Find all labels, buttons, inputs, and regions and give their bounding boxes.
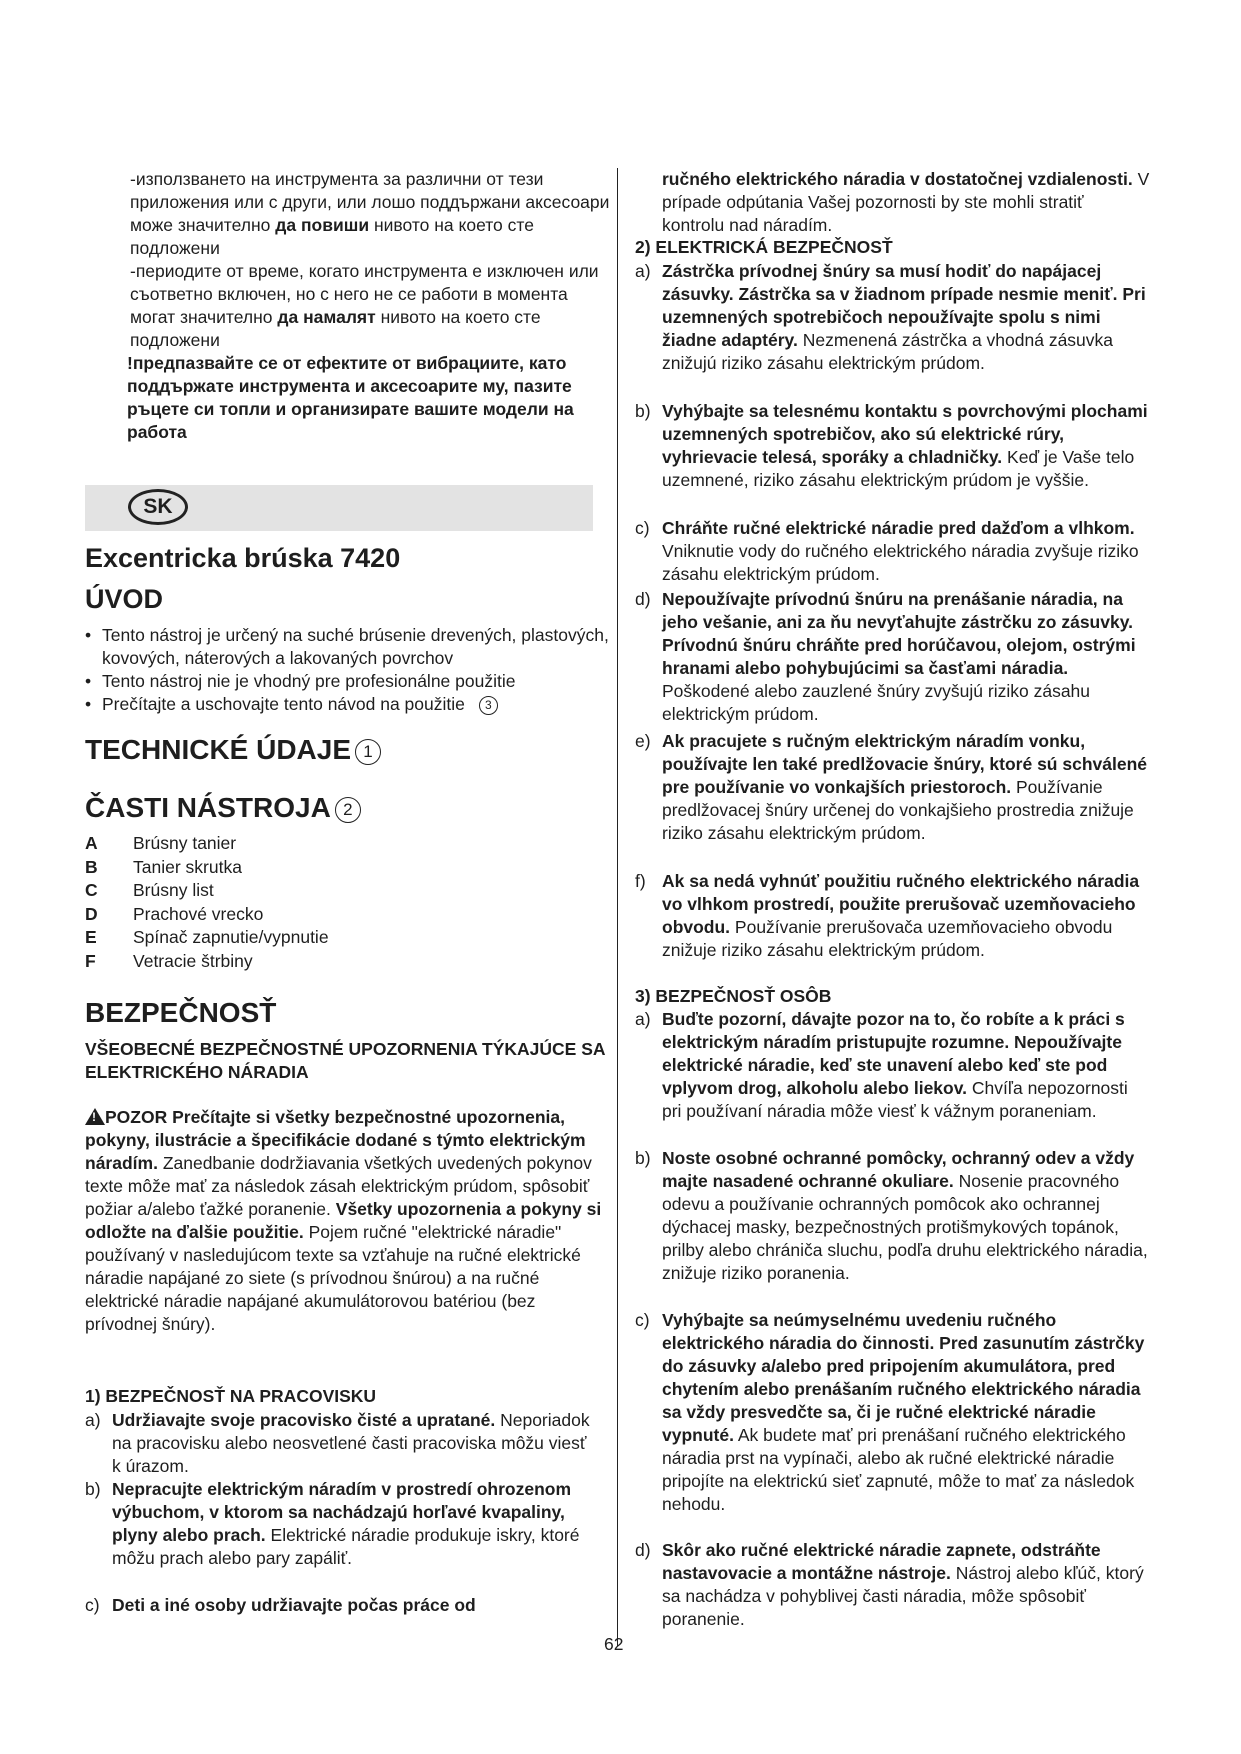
parts-row: F Vetracie štrbiny bbox=[85, 950, 253, 971]
safety-warning-paragraph: ! POZOR Prečítajte si všetky bezpečnostné upozornenia, pokyny, ilustrácie a špecifikácie dodané s týmto elektrickým náradím. Zanedbanie dodržiavania všetkých uvedených pokynov texte môže mať za následok zásah elektrickým prúdom, spôsobiť požiar a/alebo ťažké poranenie. Všetky upozornenia a pokyny si odložte na ďalšie použitie. Pojem ručné "elektrické náradie" používaný v nasledujúcom texte sa vzťahuje na ručné elektrické náradie napájané zo siete (s prívodnou šnúrou) a na ručné elektrické náradie napájané akumulátorovou batériou (bez prívodnej šnúry). bbox=[85, 1107, 602, 1334]
parts-row: B Tanier skrutka bbox=[85, 856, 242, 877]
personal-item-c: c) Vyhýbajte sa neúmyselnému uvedeniu ručného elektrického náradia do činnosti. Pred zasunutím zástrčky do zásuvky a/alebo pred pripojením akumulátora, pred chytením alebo prenášaním ručného elektrického náradia sa vždy presvedčte sa, či je ručné elektrické náradie vypnuté. Ak budete mať pri prenášaní ručného elektrického náradia prst na vypínači, alebo ak ručné elektrické náradie pripojíte na elektrickú sieť zapnuté, môže to mať za následok nehodu. bbox=[635, 1310, 1145, 1514]
intro-heading: ÚVOD bbox=[85, 584, 164, 614]
personal-item-d: d) Skôr ako ručné elektrické náradie zapnete, odstráňte nastavovacie a montážne nástroje. Nástroj alebo kľúč, ktorý sa nachádza v pohyblivej časti náradia, môže spôsobiť poranenie. bbox=[635, 1540, 1144, 1629]
figure-ref-2: 2 bbox=[335, 797, 361, 823]
electrical-item-e: e) Ak pracujete s ručným elektrickým náradím vonku, používajte len také predlžovacie šnúry, ktoré sú schválené pre používanie vo vonkajších priestoroch. Používanie predlžovacej šnúry určenej do vonkajšieho prostredia znižuje riziko zásahu elektrickým prúdom. bbox=[635, 731, 1148, 843]
parts-row: E Spínač zapnutie/vypnutie bbox=[85, 927, 329, 947]
parts-row: C Brúsny list bbox=[85, 880, 214, 900]
product-title: Excentricka brúska 7420 bbox=[85, 543, 401, 573]
column-divider bbox=[617, 168, 618, 1646]
parts-row: D Prachové vrecko bbox=[85, 903, 264, 924]
electrical-item-a: a) Zástrčka prívodnej šnúry sa musí hodiť do napájacej zásuvky. Zástrčka sa v žiadnom prípade nesmie meniť. Pri uzemnených spotrebičoch nepoužívajte spolu s nimi žiadne adaptéry. Nezmenená zástrčka a vhodná zásuvka znižujú riziko zásahu elektrickým prúdom. bbox=[635, 261, 1146, 373]
parts-heading: ČASTI NÁSTROJA 2 bbox=[85, 792, 361, 824]
safety-subheading: VŠEOBECNÉ BEZPEČNOSTNÉ UPOZORNENIA TÝKAJÚCE SA ELEKTRICKÉHO NÁRADIA bbox=[85, 1039, 605, 1082]
intro-bullet: • Tento nástroj nie je vhodný pre profesionálne použitie bbox=[85, 670, 615, 693]
workplace-heading: 1) BEZPEČNOSŤ NA PRACOVISKU bbox=[85, 1386, 377, 1406]
safety-heading: BEZPEČNOSŤ bbox=[85, 997, 277, 1028]
figure-ref-1: 1 bbox=[355, 739, 381, 765]
bg-item-2: -периодите от време, когато инструмента е изключен или съответно включен, но с него не се работи в момента могат значително да намалят нивото на което сте подложени bbox=[130, 261, 599, 350]
workplace-item-c-continued: ručného elektrického náradia v dostatočnej vzdialenosti. V prípade odpútania Vašej pozornosti by ste mohli stratiť kontrolu nad náradím. bbox=[662, 169, 1150, 235]
electrical-item-d: d) Nepoužívajte prívodnú šnúru na prenášanie náradia, na jeho vešanie, ani za ňu nevyťahujte zástrčku zo zásuvky. Prívodnú šnúru chráňte pred horúčavou, olejom, ostrými hranami alebo pohybujúcimi sa časťami náradia. Poškodené alebo zauzlené šnúry zvyšujú riziko zásahu elektrickým prúdom. bbox=[635, 589, 1136, 724]
warning-triangle-icon: ! bbox=[85, 1108, 105, 1125]
language-badge: SK bbox=[128, 489, 188, 525]
parts-row: A Brúsny tanier bbox=[85, 833, 237, 853]
figure-ref-3: 3 bbox=[479, 696, 498, 715]
bg-item-1: -използването на инструмента за различни от тези приложения или с други, или лошо поддържани аксесоари може значително да повиши нивото на което сте подложени bbox=[130, 169, 610, 258]
intro-bullet: • Tento nástroj je určený na suché brúsenie drevených, plastových, kovových, náterových a lakovaných povrchov bbox=[85, 624, 615, 670]
page-number: 62 bbox=[604, 1634, 624, 1654]
parts-list bbox=[85, 832, 329, 973]
bg-vibration-warning: !предпазвайте се от ефектите от вибрациите, като поддържате инструмента и аксесоарите му, пазите ръцете си топли и организирате вашите модели на работа bbox=[127, 353, 574, 442]
personal-heading: 3) BEZPEČNOSŤ OSÔB bbox=[635, 986, 832, 1006]
personal-item-b: b) Noste osobné ochranné pomôcky, ochranný odev a vždy majte nasadené ochranné okuliare. Nosenie pracovného odevu a používanie ochranných pomôcok ako ochrannej dýchacej masky, bezpečnostných protišmykových topánok, prilby alebo chrániča sluchu, podľa druhu elektrického náradia, znižuje riziko poranenia. bbox=[635, 1148, 1148, 1283]
tech-heading: TECHNICKÉ ÚDAJE 1 bbox=[85, 734, 381, 766]
electrical-item-b: b) Vyhýbajte sa telesnému kontaktu s povrchovými plochami uzemnených spotrebičov, ako sú elektrické rúry, vyhrievacie telesá, sporáky a chladničky. Keď je Vaše telo uzemnené, riziko zásahu elektrickým prúdom je vyššie. bbox=[635, 401, 1148, 490]
electrical-heading: 2) ELEKTRICKÁ BEZPEČNOSŤ bbox=[635, 237, 893, 257]
intro-bullet: • Prečítajte a uschovajte tento návod na použitie 3 bbox=[85, 693, 615, 716]
personal-item-a: a) Buďte pozorní, dávajte pozor na to, čo robíte a k práci s elektrickým náradím pristupujte rozumne. Nepoužívajte elektrické náradie, keď ste unavení alebo keď ste pod vplyvom drog, alkoholu alebo liekov. Chvíľa nepozornosti pri používaní náradia môže viesť k vážnym poraneniam. bbox=[635, 1009, 1128, 1121]
workplace-item-a: a) Udržiavajte svoje pracovisko čisté a upratané. Neporiadok na pracovisku alebo neosvetlené časti pracoviska môžu viesť k úrazom. bbox=[85, 1410, 590, 1476]
electrical-item-c: c) Chráňte ručné elektrické náradie pred dažďom a vlhkom. Vniknutie vody do ručného elektrického náradia zvyšuje riziko zásahu elektrickým prúdom. bbox=[635, 518, 1139, 584]
workplace-item-c: c) Deti a iné osoby udržiavajte počas práce od bbox=[85, 1595, 476, 1615]
intro-bullets bbox=[85, 624, 615, 716]
workplace-item-b: b) Nepracujte elektrickým náradím v prostredí ohrozenom výbuchom, v ktorom sa nachádzajú horľavé kvapaliny, plyny alebo prach. Elektrické náradie produkuje iskry, ktoré môžu prach alebo pary zapáliť. bbox=[85, 1479, 580, 1568]
electrical-item-f: f) Ak sa nedá vyhnúť použitiu ručného elektrického náradia vo vlhkom prostredí, použite prerušovač uzemňovacieho obvodu. Používanie prerušovača uzemňovacieho obvodu znižuje riziko zásahu elektrickým prúdom. bbox=[635, 871, 1140, 960]
